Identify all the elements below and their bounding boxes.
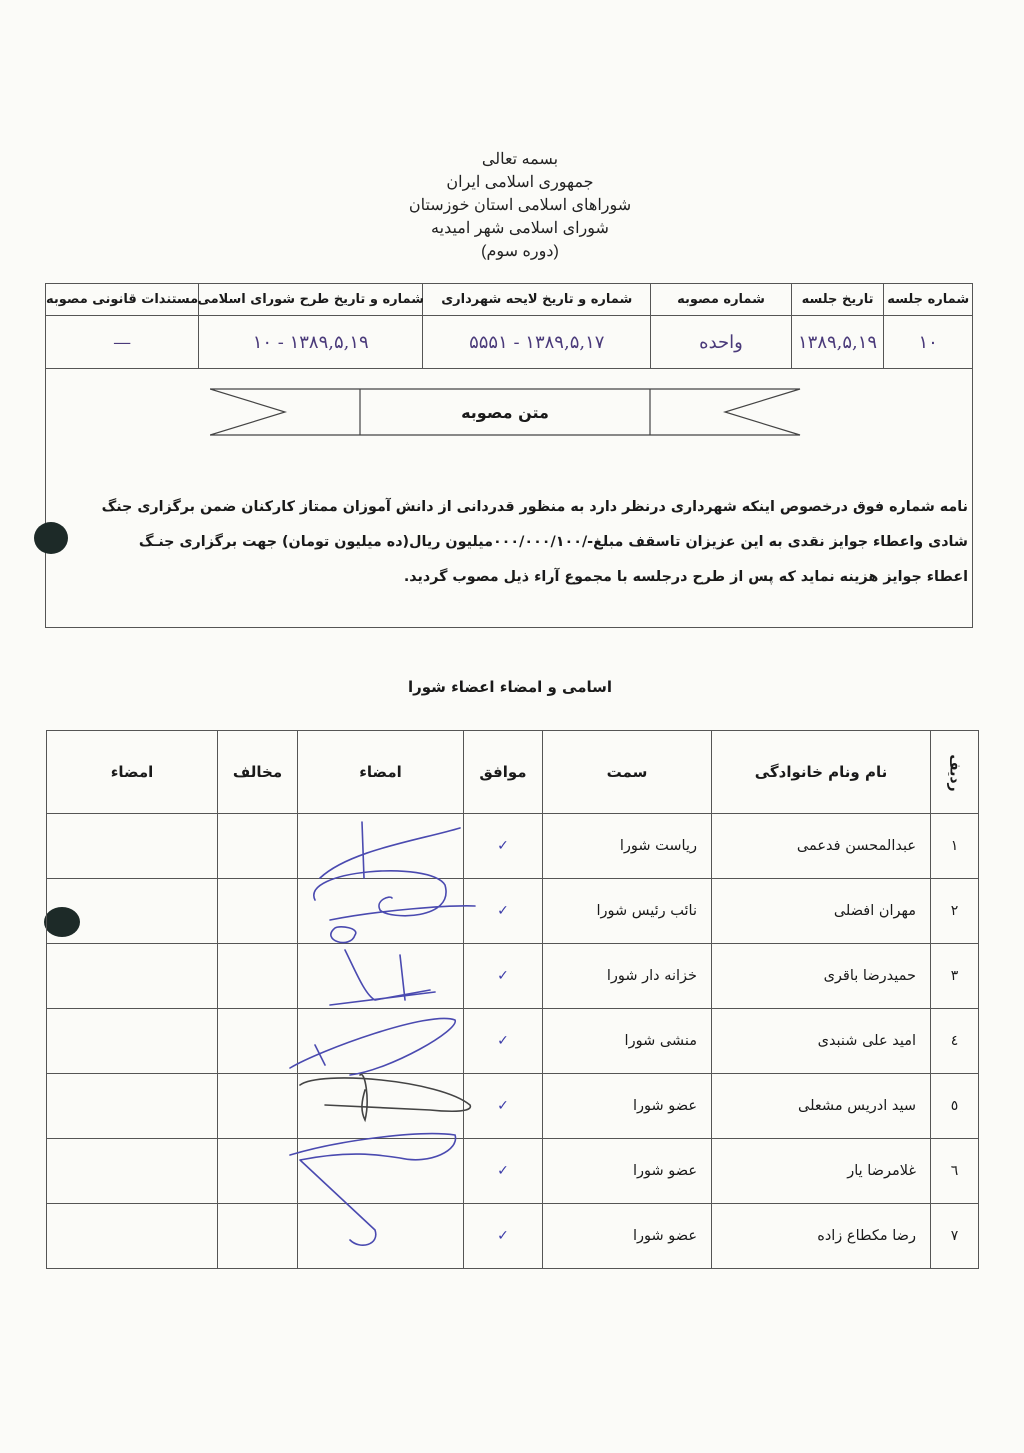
basmala: بسمه تعالی [481, 151, 559, 168]
info-value: ۱۳۸۹,۵,۱۷ - ۵۵۵۱ [469, 331, 605, 353]
info-header: شماره و تاریخ لایحه شهرداری [423, 284, 650, 316]
disagree-signature [47, 1139, 218, 1204]
row-number: ۳ [931, 944, 979, 1009]
member-name: امید علی شنبدی [712, 1009, 931, 1074]
agree-check-icon: ✓ [464, 1074, 543, 1139]
info-col-legal-documents [46, 284, 198, 368]
agree-check-icon: ✓ [464, 1204, 543, 1269]
table-row [47, 944, 979, 1009]
member-role: عضو شورا [543, 1139, 712, 1204]
table-row [47, 1139, 979, 1204]
header-agree-signature: امضاء [298, 731, 464, 814]
info-value: ۱۳۸۹,۵,۱۹ [797, 331, 878, 353]
document-heading [300, 148, 740, 263]
member-role: منشی شورا [543, 1009, 712, 1074]
member-role: عضو شورا [543, 1074, 712, 1139]
row-number: ٥ [931, 1074, 979, 1139]
member-name: حمیدرضا باقری [712, 944, 931, 1009]
table-row [47, 1074, 979, 1139]
resolution-title: متن مصوبه [461, 402, 549, 422]
info-col-council-plan [198, 284, 422, 368]
info-header: تاریخ جلسه [792, 284, 884, 316]
member-name: مهران افضلی [712, 879, 931, 944]
disagree-signature [47, 1074, 218, 1139]
country-name: جمهوری اسلامی ایران [446, 174, 594, 191]
agree-check-icon: ✓ [464, 879, 543, 944]
info-col-municipality-bill [422, 284, 650, 368]
header-disagree: مخالف [218, 731, 298, 814]
agree-check-icon: ✓ [464, 944, 543, 1009]
members-title: اسامی و امضاء اعضاء شورا [407, 678, 613, 696]
header-agree: موافق [464, 731, 543, 814]
table-row [47, 1009, 979, 1074]
member-name: رضا مکطاع زاده [712, 1204, 931, 1269]
info-table [46, 284, 972, 369]
province-councils: شوراهای اسلامی استان خوزستان [408, 197, 632, 214]
disagree-signature [47, 814, 218, 879]
resolution-line: نامه شماره فوق درخصوص اینکه شهرداری درنظر دارد به منظور قدردانی از دانش آموزان ممتاز کارکنان ضمن برگزاری جنگ [101, 499, 968, 515]
signature-3 [330, 927, 435, 1005]
resolution-line: شادی واعطاء جوایز نقدی به این عزیزان تاسقف مبلغ-/۰۰۰/۰۰۰/۱۰۰میلیون ریال(ده میلیون تومان) جهت برگزاری جنـگ [138, 534, 968, 550]
members-table [46, 730, 979, 1269]
info-col-session-date [791, 284, 884, 368]
disagree-signature [47, 944, 218, 1009]
resolution-text [48, 490, 968, 595]
header-row-number: ردیف [931, 731, 979, 814]
header-disagree-signature: امضاء [47, 731, 218, 814]
member-role: عضو شورا [543, 1204, 712, 1269]
info-header: شماره مصوبه [651, 284, 790, 316]
info-header: مستندات قانونی مصوبه [46, 284, 198, 316]
city-council: شورای اسلامی شهر امیدیه [431, 220, 609, 237]
disagree-signature [47, 1009, 218, 1074]
agree-check-icon: ✓ [464, 1139, 543, 1204]
info-value: — [113, 331, 132, 353]
resolution-banner [210, 388, 810, 436]
signature-4 [290, 1018, 455, 1075]
row-number: ۱ [931, 814, 979, 879]
signature-6 [290, 1134, 456, 1246]
table-row [47, 814, 979, 879]
info-header: شماره جلسه [884, 284, 972, 316]
info-col-session-number [883, 284, 972, 368]
agree-check-icon: ✓ [464, 814, 543, 879]
info-header: شماره و تاریخ طرح شورای اسلامی [199, 284, 422, 316]
resolution-line: اعطاء جوایز هزینه نماید که پس از طرح درجلسه با مجموع آراء ذیل مصوب گردید. [403, 569, 968, 585]
signature-2 [314, 871, 475, 920]
header-name: نام ونام خانوادگی [712, 731, 931, 814]
row-number: ٧ [931, 1204, 979, 1269]
table-row [47, 879, 979, 944]
member-role: ریاست شورا [543, 814, 712, 879]
signature-1 [320, 822, 460, 878]
member-name: غلامرضا یار [712, 1139, 931, 1204]
info-value: واحده [699, 331, 743, 353]
disagree-signature [47, 1204, 218, 1269]
members-header-row [47, 731, 979, 814]
row-number: ٤ [931, 1009, 979, 1074]
council-term: (دوره سوم) [481, 243, 559, 260]
member-name: سید ادریس مشعلی [712, 1074, 931, 1139]
info-col-resolution-number [650, 284, 790, 368]
table-row [47, 1204, 979, 1269]
signature-5 [300, 1074, 470, 1120]
member-role: خزانه دار شورا [543, 944, 712, 1009]
member-name: عبدالمحسن فدعمی [712, 814, 931, 879]
row-number: ٦ [931, 1139, 979, 1204]
info-value: ۱۳۸۹,۵,۱۹ - ۱۰ [252, 331, 369, 353]
member-role: نائب رئیس شورا [543, 879, 712, 944]
info-value: ۱۰ [918, 331, 938, 353]
signatures-overlay [280, 810, 480, 1260]
disagree-signature [47, 879, 218, 944]
punch-hole-mark [34, 522, 68, 554]
agree-check-icon: ✓ [464, 1009, 543, 1074]
row-number: ۲ [931, 879, 979, 944]
header-role: سمت [543, 731, 712, 814]
